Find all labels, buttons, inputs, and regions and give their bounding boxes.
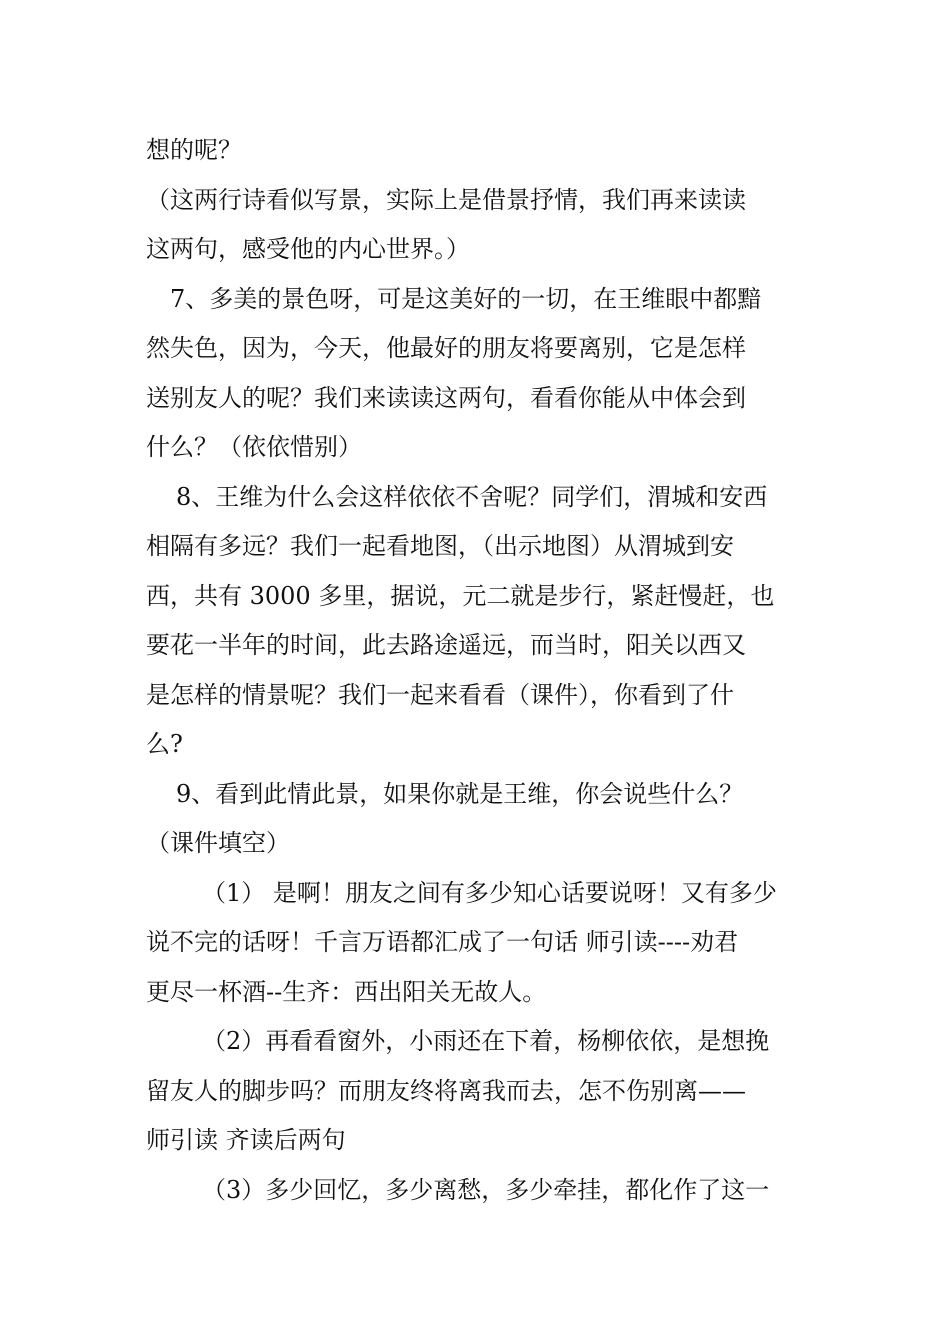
text-line: 想的呢？ (146, 136, 242, 164)
text-line: 7、多美的景色呀，可是这美好的一切，在王维眼中都黯 (170, 284, 762, 313)
document-body (146, 126, 810, 1215)
text-line: 留友人的脚步吗？而朋友终将离我而去，怎不伤别离—— (146, 1076, 746, 1105)
text-line: （课件填空） (146, 829, 290, 857)
text-line: 什么？（依依惜别） (146, 433, 362, 461)
text-line: 师引读 齐读后两句 (146, 1126, 346, 1154)
text-line: 更尽一杯酒--生齐：西出阳关无故人。 (146, 977, 547, 1006)
text-line: （2）再看看窗外，小雨还在下着，杨柳依依，是想挽 (202, 1027, 770, 1055)
text-line: （这两行诗看似写景，实际上是借景抒情，我们再来读读 (146, 185, 746, 214)
text-line: 送别友人的呢？我们来读读这两句，看看你能从中体会到 (146, 383, 746, 412)
text-line: 相隔有多远？我们一起看地图，（出示地图）从渭城到安 (146, 532, 734, 560)
text-line: 要花一半年的时间，此去路途遥远，而当时，阳关以西又 (146, 631, 746, 659)
text-line: 这两句，感受他的内心世界。） (146, 235, 470, 263)
text-line: 说不完的话呀！千言万语都汇成了一句话 师引读----劝君 (146, 928, 739, 956)
text-line: 8、王维为什么会这样依依不舍呢？同学们，渭城和安西 (176, 482, 768, 511)
text-line: 西，共有 3000 多里，据说，元二就是步行，紧赶慢赶，也 (146, 581, 775, 610)
text-line: （3）多少回忆，多少离愁，多少牵挂，都化作了这一 (202, 1175, 770, 1204)
text-line: 9、看到此情此景，如果你就是王维，你会说些什么？ (176, 779, 744, 808)
text-line: （1） 是啊！朋友之间有多少知心话要说呀！又有多少 (202, 878, 777, 907)
text-line: 然失色，因为，今天，他最好的朋友将要离别，它是怎样 (146, 334, 746, 362)
text-line: 么? (146, 730, 183, 758)
text-line: 是怎样的情景呢？我们一起来看看（课件），你看到了什 (146, 680, 734, 709)
